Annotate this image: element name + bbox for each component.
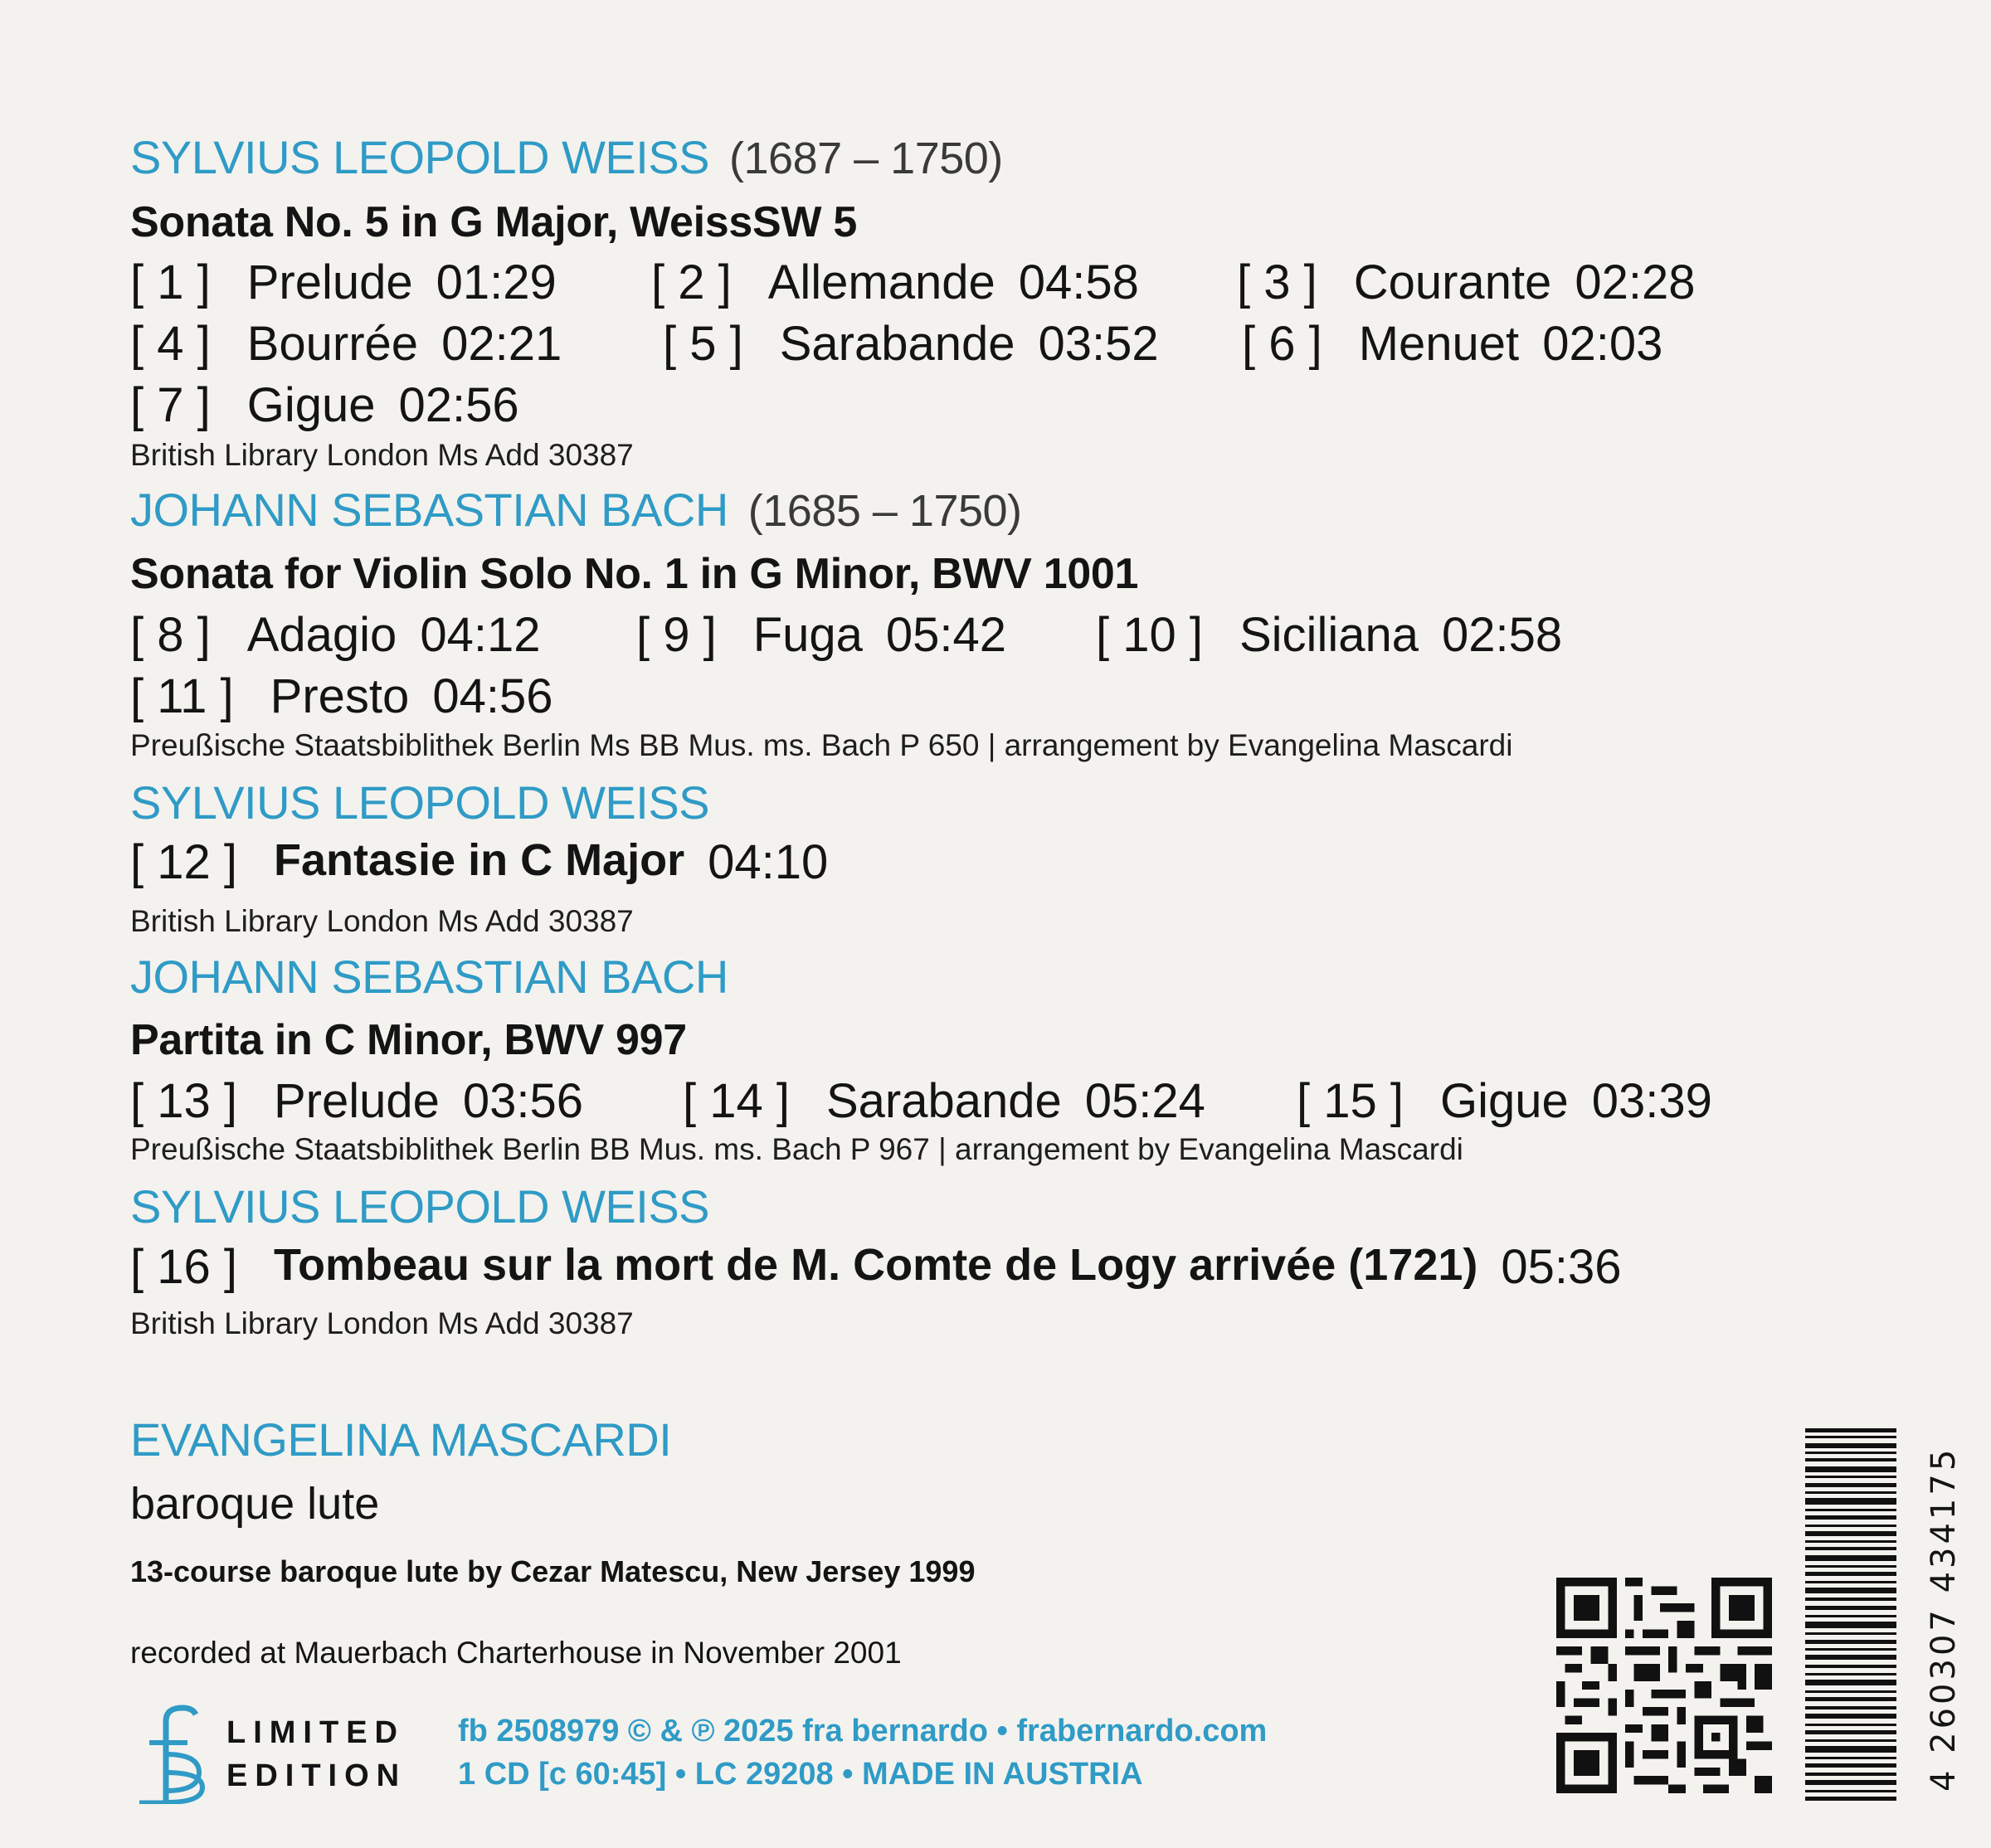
track-duration: 02:21 <box>441 317 562 371</box>
composer-name: JOHANN SEBASTIAN BACH <box>130 951 728 1003</box>
track-name: Presto <box>270 669 410 723</box>
track-name: Prelude <box>273 1074 440 1128</box>
track-name: Fantasie in C Major <box>273 835 685 885</box>
track-name: Gigue <box>1439 1074 1569 1128</box>
fb-logo-icon <box>133 1705 207 1804</box>
track-number: [ 16 ] <box>130 1240 237 1294</box>
track-number: [ 8 ] <box>130 608 211 662</box>
track-duration: 04:58 <box>1018 255 1139 309</box>
track-name: Menuet <box>1358 317 1520 371</box>
track-number: [ 13 ] <box>130 1074 237 1128</box>
track-item <box>636 607 1096 663</box>
track-duration: 05:24 <box>1084 1074 1205 1128</box>
track-item <box>1297 1073 1712 1129</box>
track-item <box>1096 607 1562 663</box>
track-item <box>130 834 828 890</box>
track-number: [ 15 ] <box>1297 1074 1404 1128</box>
track-item <box>1237 255 1695 310</box>
performer-instrument: baroque lute <box>130 1479 380 1529</box>
track-item <box>130 1239 1622 1295</box>
track-duration: 03:39 <box>1591 1074 1712 1128</box>
track-row <box>130 1073 1712 1129</box>
track-row <box>130 377 519 433</box>
manuscript-source: Preußische Staatsbiblithek Berlin BB Mus. ms. Bach P 967 | arrangement by Evangelina Mascardi <box>130 1132 1463 1166</box>
track-name: Sarabande <box>779 317 1015 371</box>
manuscript-source: British Library London Ms Add 30387 <box>130 438 634 472</box>
track-duration: 02:03 <box>1542 317 1663 371</box>
track-number: [ 12 ] <box>130 835 237 889</box>
work-title: Partita in C Minor, BWV 997 <box>130 1016 687 1064</box>
barcode-icon <box>1805 1428 1896 1802</box>
composer-heading <box>130 1179 709 1233</box>
track-duration: 01:29 <box>436 255 557 309</box>
edition-label-line1: LIMITED <box>226 1715 405 1750</box>
manuscript-source: British Library London Ms Add 30387 <box>130 1306 634 1340</box>
track-duration: 04:56 <box>432 669 553 723</box>
track-name: Siciliana <box>1239 608 1419 662</box>
barcode-number: 4 260307 434175 <box>1925 1446 1963 1792</box>
track-name: Courante <box>1353 255 1552 309</box>
composer-name: SYLVIUS LEOPOLD WEISS <box>130 1180 710 1233</box>
track-duration: 02:58 <box>1441 608 1563 662</box>
track-duration: 02:28 <box>1575 255 1696 309</box>
track-duration: 04:10 <box>708 835 829 889</box>
catalog-info-line1: fb 2508979 © & ℗ 2025 fra bernardo • frabernardo.com <box>458 1714 1268 1748</box>
composer-name: JOHANN SEBASTIAN BACH <box>130 484 728 536</box>
track-number: [ 2 ] <box>651 255 732 309</box>
track-row <box>130 255 1695 310</box>
track-name: Sarabande <box>825 1074 1062 1128</box>
work-title: Sonata No. 5 in G Major, WeissSW 5 <box>130 198 857 246</box>
track-name: Allemande <box>767 255 996 309</box>
recording-note: recorded at Mauerbach Charterhouse in November 2001 <box>130 1636 902 1670</box>
edition-label-line2: EDITION <box>226 1758 407 1793</box>
composer-years: (1687 – 1750) <box>729 134 1003 183</box>
manuscript-source: Preußische Staatsbiblithek Berlin Ms BB Mus. ms. Bach P 650 | arrangement by Evangelina Mascardi <box>130 728 1513 762</box>
track-item <box>683 1073 1297 1129</box>
composer-heading <box>130 950 728 1004</box>
track-number: [ 10 ] <box>1096 608 1203 662</box>
track-duration: 03:56 <box>462 1074 584 1128</box>
composer-name: SYLVIUS LEOPOLD WEISS <box>130 776 710 829</box>
track-item <box>651 255 1237 310</box>
track-duration: 03:52 <box>1038 317 1159 371</box>
track-item <box>130 377 519 433</box>
manuscript-source: British Library London Ms Add 30387 <box>130 904 634 938</box>
track-row <box>130 834 828 890</box>
track-row <box>130 669 553 724</box>
track-name: Gigue <box>246 378 376 432</box>
composer-name: SYLVIUS LEOPOLD WEISS <box>130 131 710 183</box>
track-duration: 05:42 <box>885 608 1007 662</box>
track-item <box>130 669 553 724</box>
track-name: Adagio <box>246 608 397 662</box>
work-title: Sonata for Violin Solo No. 1 in G Minor, BWV 1001 <box>130 550 1139 598</box>
track-item <box>130 1073 683 1129</box>
track-name: Bourrée <box>246 317 419 371</box>
track-number: [ 5 ] <box>663 317 743 371</box>
track-number: [ 11 ] <box>130 669 234 723</box>
track-number: [ 9 ] <box>636 608 717 662</box>
track-duration: 05:36 <box>1501 1240 1622 1294</box>
track-number: [ 3 ] <box>1237 255 1317 309</box>
track-number: [ 14 ] <box>683 1074 790 1128</box>
track-number: [ 6 ] <box>1242 317 1322 371</box>
track-item <box>130 607 636 663</box>
composer-heading <box>130 483 1022 537</box>
track-name: Prelude <box>246 255 413 309</box>
composer-years: (1685 – 1750) <box>747 486 1022 536</box>
composer-heading <box>130 130 1003 184</box>
qr-code-icon <box>1556 1578 1772 1793</box>
instrument-detail: 13-course baroque lute by Cezar Matescu, New Jersey 1999 <box>130 1554 976 1588</box>
track-name: Fuga <box>752 608 863 662</box>
track-row <box>130 607 1562 663</box>
track-name: Tombeau sur la mort de M. Comte de Logy arrivée (1721) <box>273 1240 1478 1290</box>
track-item <box>130 255 651 310</box>
track-row <box>130 316 1662 372</box>
track-duration: 02:56 <box>398 378 519 432</box>
catalog-info-line2: 1 CD [c 60:45] • LC 29208 • MADE IN AUSTRIA <box>458 1757 1143 1792</box>
performer-name: EVANGELINA MASCARDI <box>130 1413 672 1466</box>
composer-heading <box>130 776 709 829</box>
track-number: [ 7 ] <box>130 378 211 432</box>
track-item <box>1242 316 1662 372</box>
track-item <box>130 316 663 372</box>
track-number: [ 1 ] <box>130 255 211 309</box>
track-row <box>130 1239 1622 1295</box>
track-item <box>663 316 1242 372</box>
track-number: [ 4 ] <box>130 317 211 371</box>
track-duration: 04:12 <box>420 608 541 662</box>
